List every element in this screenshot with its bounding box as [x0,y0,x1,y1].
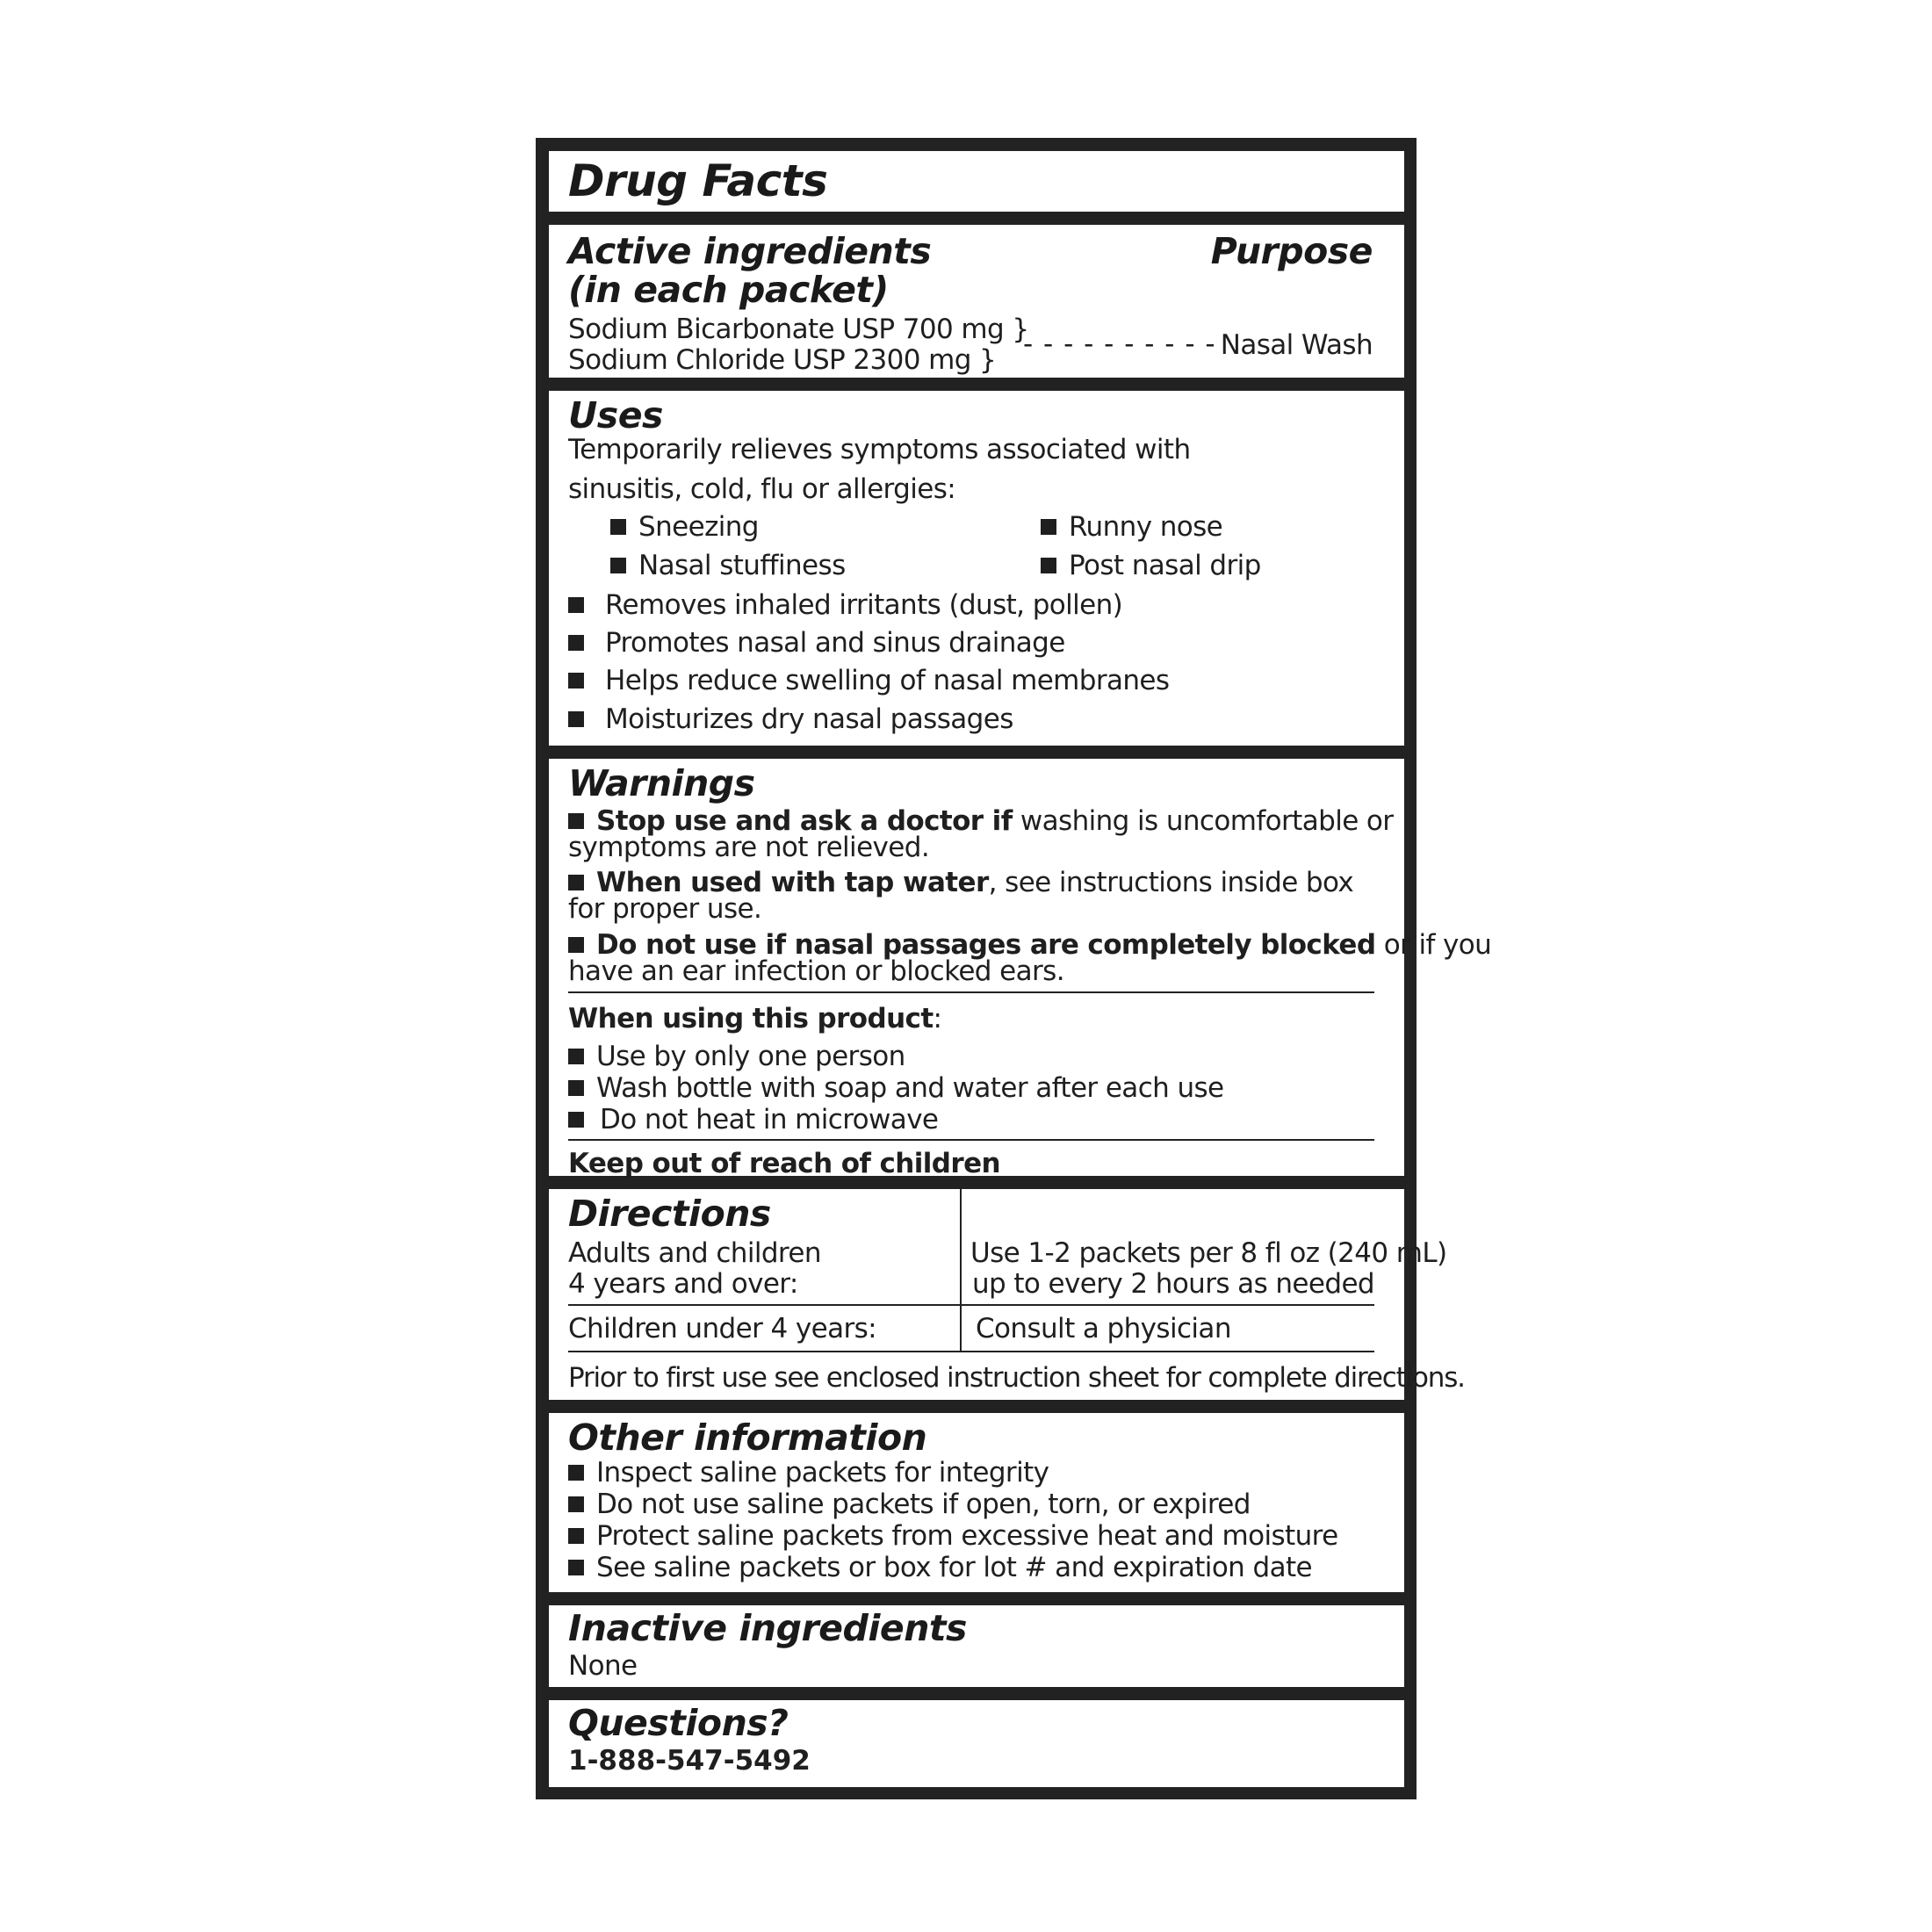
questions-heading: Questions? [568,1702,789,1744]
warnings-section [549,759,1492,1179]
other-information-heading: Other information [568,1417,927,1459]
bullet-square-icon [1041,519,1056,535]
questions-phone: 1-888-547-5492 [568,1745,811,1777]
bullet-square-icon [568,1465,584,1481]
warning-item-do-not-use: Do not use if nasal passages are completely blocked or if you [568,929,1491,961]
warnings-heading: Warnings [568,762,755,804]
active-ingredients-heading: Active ingredients [568,230,932,272]
bullet-square-icon [568,597,584,613]
warning-item-stop-use-line2: symptoms are not relieved. [568,832,930,863]
uses-list-item: Helps reduce swelling of nasal membranes [568,665,1169,696]
directions-children-value: Consult a physician [976,1313,1231,1344]
uses-heading: Uses [568,394,663,436]
bullet-square-icon [568,1560,584,1575]
purpose-leader: - - - - - - - - - - [1023,328,1216,360]
other-info-item: Do not use saline packets if open, torn, or expired [568,1489,1251,1520]
bullet-square-icon [568,813,584,829]
uses-list-item: Moisturizes dry nasal passages [568,703,1013,735]
other-info-item: See saline packets or box for lot # and expiration date [568,1552,1312,1583]
directions-note: Prior to first use see enclosed instruction sheet for complete directions. [568,1362,1465,1394]
warning-item-tap-water-line2: for proper use. [568,893,762,925]
symptom-item: Sneezing [610,511,759,543]
purpose-heading: Purpose [1210,230,1373,272]
ingredient-sodium-chloride: Sodium Chloride USP 2300 mg } [568,344,997,376]
drug-facts-label [536,138,1492,1799]
uses-list-item: Promotes nasal and sinus drainage [568,627,1065,659]
divider [568,991,1374,993]
directions-children-label: Children under 4 years: [568,1313,877,1344]
page-title: Drug Facts [568,155,828,206]
bullet-square-icon [568,1080,584,1096]
symptom-item: Nasal stuffiness [610,550,846,581]
divider [568,1139,1374,1141]
keep-out-of-reach: Keep out of reach of children [568,1148,1000,1179]
directions-section [549,1189,1465,1400]
directions-adults-label-line1: Adults and children [568,1237,821,1269]
bullet-square-icon [568,1049,584,1064]
inactive-ingredients-section [549,1605,1404,1687]
symptom-item: Runny nose [1041,511,1222,543]
uses-section [549,391,1404,746]
uses-intro-line2: sinusitis, cold, flu or allergies: [568,473,956,505]
bullet-square-icon [568,711,584,727]
directions-adults-value-line1: Use 1-2 packets per 8 fl oz (240 mL) [970,1237,1447,1269]
divider [568,1304,1374,1306]
other-info-item: Inspect saline packets for integrity [568,1457,1049,1489]
bullet-square-icon [568,1112,584,1128]
bullet-square-icon [1041,558,1056,573]
when-using-heading: When using this product: [568,1003,942,1034]
bullet-square-icon [568,937,584,953]
other-information-section [549,1413,1404,1592]
directions-adults-value-line2: up to every 2 hours as needed [972,1268,1374,1300]
bullet-square-icon [568,635,584,651]
active-ingredients-section [549,225,1404,378]
other-info-item: Protect saline packets from excessive heat and moisture [568,1520,1338,1552]
when-using-item: Use by only one person [568,1041,905,1072]
bullet-square-icon [610,558,626,573]
inactive-ingredients-heading: Inactive ingredients [568,1607,967,1649]
uses-intro-line1: Temporarily relieves symptoms associated with [568,434,1191,465]
warning-item-stop-use: Stop use and ask a doctor if washing is uncomfortable or [568,805,1393,837]
directions-adults-label-line2: 4 years and over: [568,1268,798,1300]
active-ingredients-subheading: (in each packet) [568,269,889,311]
directions-column-divider [960,1189,962,1351]
uses-list-item: Removes inhaled irritants (dust, pollen) [568,589,1122,621]
bullet-square-icon [568,875,584,890]
when-using-item: Wash bottle with soap and water after each use [568,1072,1224,1104]
title-section [549,151,1404,212]
questions-section [549,1700,1404,1787]
ingredient-sodium-bicarbonate: Sodium Bicarbonate USP 700 mg } [568,314,1029,345]
warning-item-do-not-use-line2: have an ear infection or blocked ears. [568,955,1064,987]
inactive-ingredients-value: None [568,1650,638,1682]
directions-heading: Directions [568,1193,771,1235]
bullet-square-icon [568,1528,584,1544]
bullet-square-icon [610,519,626,535]
bullet-square-icon [568,673,584,688]
bullet-square-icon [568,1496,584,1512]
divider [568,1351,1374,1352]
warning-item-tap-water: When used with tap water, see instructions inside box [568,867,1353,898]
purpose-value: Nasal Wash [1220,329,1373,361]
symptom-item: Post nasal drip [1041,550,1261,581]
when-using-item: Do not heat in microwave [568,1104,938,1135]
